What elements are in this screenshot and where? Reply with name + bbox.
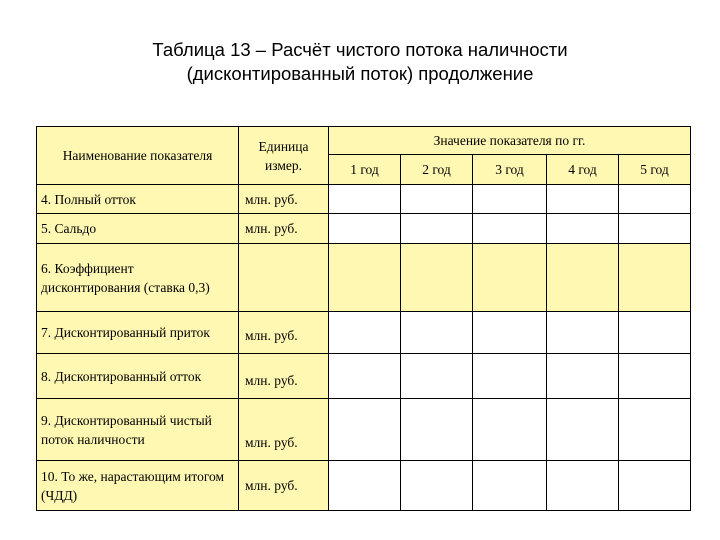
- value-cell[interactable]: [401, 244, 473, 312]
- header-year-2: 2 год: [401, 155, 473, 185]
- value-cell[interactable]: [473, 185, 547, 214]
- value-cell[interactable]: [547, 185, 619, 214]
- value-cell[interactable]: [329, 244, 401, 312]
- value-cell[interactable]: [329, 354, 401, 399]
- value-cell[interactable]: [329, 461, 401, 511]
- table-row: [37, 244, 691, 312]
- header-year-5: 5 год: [619, 155, 691, 185]
- unit-cell: млн. руб.: [239, 354, 329, 399]
- value-cell[interactable]: [547, 312, 619, 354]
- table-row: [37, 214, 691, 244]
- table-row: [37, 461, 691, 511]
- value-cell[interactable]: [619, 312, 691, 354]
- value-cell[interactable]: [473, 399, 547, 461]
- unit-cell: млн. руб.: [239, 185, 329, 214]
- value-cell[interactable]: [401, 461, 473, 511]
- header-values-by-year: Значение показателя по гг.: [329, 127, 691, 155]
- indicator-cell: 10. То же, нарастающим итогом (ЧДД): [37, 461, 239, 511]
- value-cell[interactable]: [329, 399, 401, 461]
- header-unit: Единица измер.: [239, 127, 329, 185]
- value-cell[interactable]: [619, 185, 691, 214]
- value-cell[interactable]: [473, 214, 547, 244]
- value-cell[interactable]: [547, 461, 619, 511]
- header-year-3: 3 год: [473, 155, 547, 185]
- table-row: [37, 312, 691, 354]
- unit-cell: [239, 244, 329, 312]
- value-cell[interactable]: [329, 312, 401, 354]
- value-cell[interactable]: [401, 399, 473, 461]
- indicator-cell: 8. Дисконтированный отток: [37, 354, 239, 399]
- value-cell[interactable]: [619, 354, 691, 399]
- indicator-cell: 9. Дисконтированный чистый поток наличности: [37, 399, 239, 461]
- header-year-4: 4 год: [547, 155, 619, 185]
- table-row: [37, 399, 691, 461]
- unit-cell: млн. руб.: [239, 214, 329, 244]
- header-year-1: 1 год: [329, 155, 401, 185]
- indicator-cell: 5. Сальдо: [37, 214, 239, 244]
- table-row: [37, 354, 691, 399]
- value-cell[interactable]: [473, 312, 547, 354]
- value-cell[interactable]: [329, 214, 401, 244]
- unit-cell: млн. руб.: [239, 461, 329, 511]
- value-cell[interactable]: [401, 214, 473, 244]
- indicator-cell: 4. Полный отток: [37, 185, 239, 214]
- header-indicator-name: Наименование показателя: [37, 127, 239, 185]
- value-cell[interactable]: [473, 354, 547, 399]
- indicator-cell: 6. Коэффициент дисконтирования (ставка 0,3): [37, 244, 239, 312]
- value-cell[interactable]: [329, 185, 401, 214]
- value-cell[interactable]: [619, 461, 691, 511]
- title-line-2: (дисконтированный поток) продолжение: [186, 63, 534, 84]
- value-cell[interactable]: [401, 312, 473, 354]
- unit-cell: млн. руб.: [239, 312, 329, 354]
- value-cell[interactable]: [619, 399, 691, 461]
- value-cell[interactable]: [547, 244, 619, 312]
- table-row: [37, 185, 691, 214]
- page-title: [0, 38, 720, 86]
- value-cell[interactable]: [619, 244, 691, 312]
- value-cell[interactable]: [473, 244, 547, 312]
- title-line-1: Таблица 13 – Расчёт чистого потока наличности: [152, 39, 568, 60]
- unit-cell: млн. руб.: [239, 399, 329, 461]
- value-cell[interactable]: [619, 214, 691, 244]
- value-cell[interactable]: [473, 461, 547, 511]
- value-cell[interactable]: [401, 185, 473, 214]
- value-cell[interactable]: [547, 214, 619, 244]
- value-cell[interactable]: [547, 399, 619, 461]
- value-cell[interactable]: [547, 354, 619, 399]
- cash-flow-table: [36, 126, 691, 511]
- value-cell[interactable]: [401, 354, 473, 399]
- indicator-cell: 7. Дисконтированный приток: [37, 312, 239, 354]
